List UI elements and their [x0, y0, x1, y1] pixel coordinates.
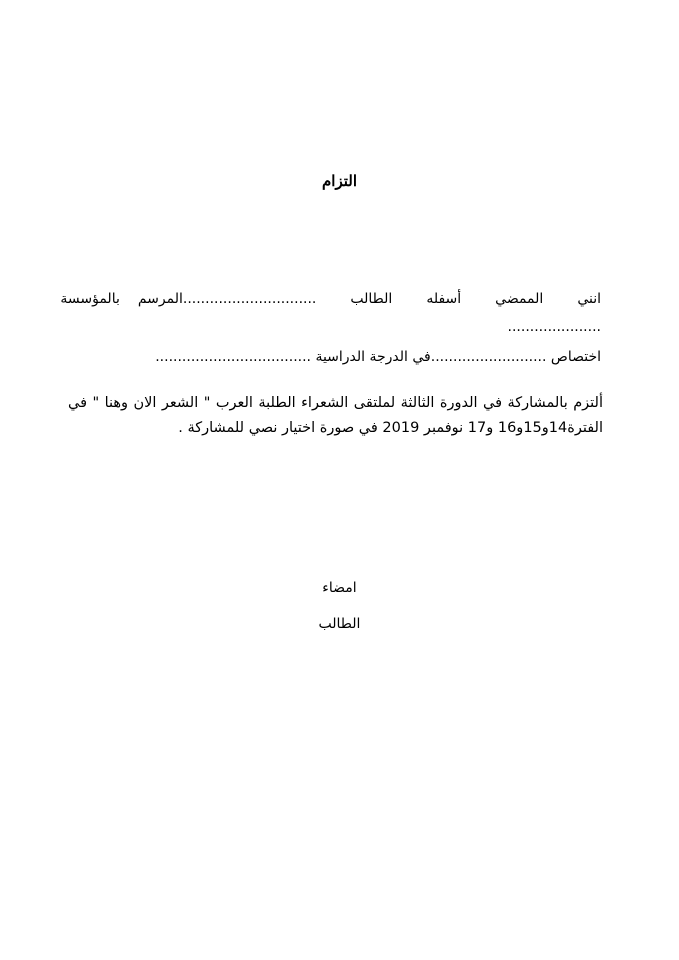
specialty-level-line: اختصاص ..........................في الدرجة الدراسية ................................... — [155, 349, 601, 365]
declaration-word-4: الطالب — [350, 291, 393, 307]
declaration-word-1: انني — [577, 291, 601, 307]
student-declaration-line — [60, 291, 601, 307]
institution-fill-line: ..................... — [507, 319, 601, 335]
signature-student: الطالب — [318, 616, 361, 632]
declaration-word-5: بالمؤسسة — [60, 291, 120, 307]
declaration-word-3: أسفله — [426, 291, 462, 307]
signature-label: امضاء — [322, 580, 357, 596]
document-title: التزام — [322, 172, 357, 190]
commitment-paragraph: ألتزم بالمشاركة في الدورة الثالثة لملتقى الشعراء الطلبة العرب " الشعر الان وهنا " في الفترة14و15و16 و17 نوفمبر 2019 في صورة اختيار نصي للمشاركة . — [68, 395, 603, 436]
registered-dots: ..............................المرسم — [137, 291, 317, 307]
declaration-word-2: الممضي — [495, 291, 544, 307]
